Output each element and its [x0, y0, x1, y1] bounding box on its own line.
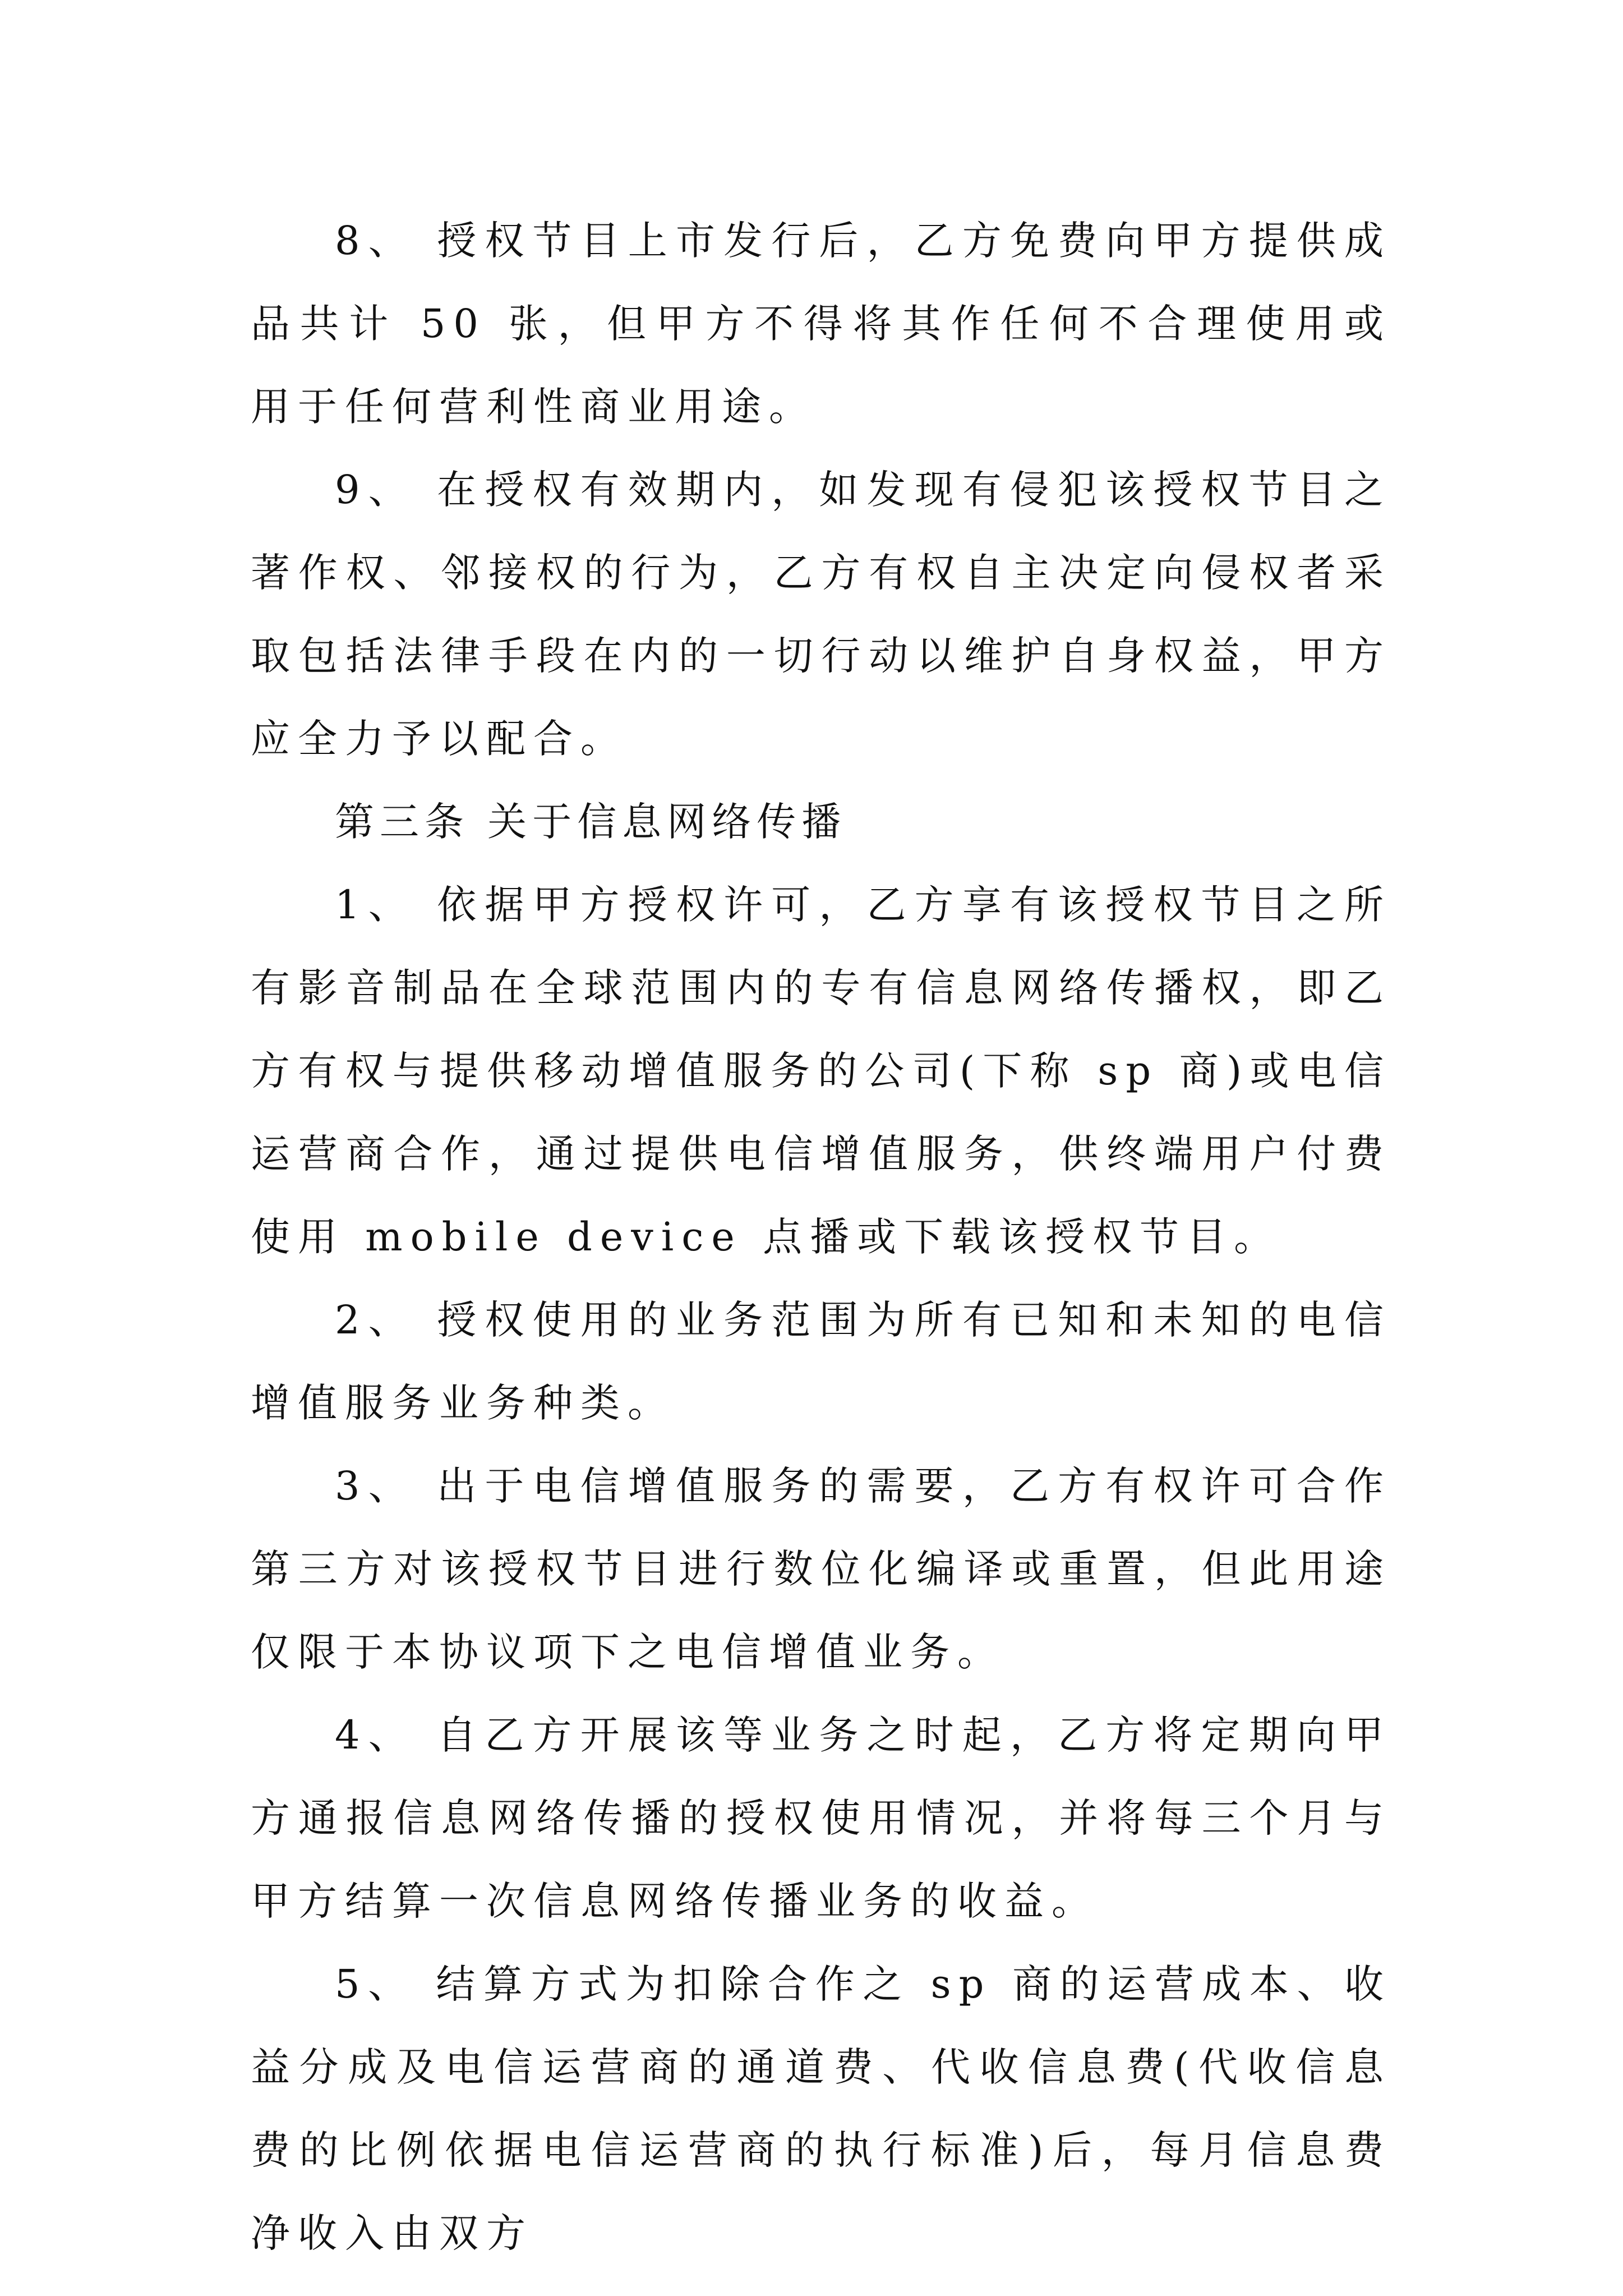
document-body	[251, 199, 1391, 2275]
article-3-clause-3-paragraph: 3、 出于电信增值服务的需要，乙方有权许可合作第三方对该授权节目进行数位化编译或重置，但此用途仅限于本协议项下之电信增值业务。	[251, 1463, 1391, 1675]
article-3-clause-1-paragraph: 1、 依据甲方授权许可，乙方享有该授权节目之所有影音制品在全球范围内的专有信息网络传播权，即乙方有权与提供移动增值服务的公司(下称 sp 商)或电信运营商合作，通过提供电信增值服务，供终端用户付费使用 mobile device 点播或下载该授权节目。	[251, 882, 1391, 1260]
article-3-clause-5-paragraph: 5、 结算方式为扣除合作之 sp 商的运营成本、收益分成及电信运营商的通道费、代收信息费(代收信息费的比例依据电信运营商的执行标准)后，每月信息费净收入由双方	[251, 1961, 1391, 2256]
article-3-clause-4-paragraph: 4、 自乙方开展该等业务之时起，乙方将定期向甲方通报信息网络传播的授权使用情况，并将每三个月与甲方结算一次信息网络传播业务的收益。	[251, 1712, 1391, 1924]
clause-8-paragraph: 8、 授权节目上市发行后，乙方免费向甲方提供成品共计 50 张，但甲方不得将其作任何不合理使用或用于任何营利性商业用途。	[251, 218, 1391, 430]
article-3-clause-2-paragraph: 2、 授权使用的业务范围为所有已知和未知的电信增值服务业务种类。	[251, 1297, 1391, 1426]
clause-9-paragraph: 9、 在授权有效期内，如发现有侵犯该授权节目之著作权、邻接权的行为，乙方有权自主决定向侵权者采取包括法律手段在内的一切行动以维护自身权益，甲方应全力予以配合。	[251, 467, 1391, 762]
article-3-heading: 第三条 关于信息网络传播	[335, 799, 847, 845]
